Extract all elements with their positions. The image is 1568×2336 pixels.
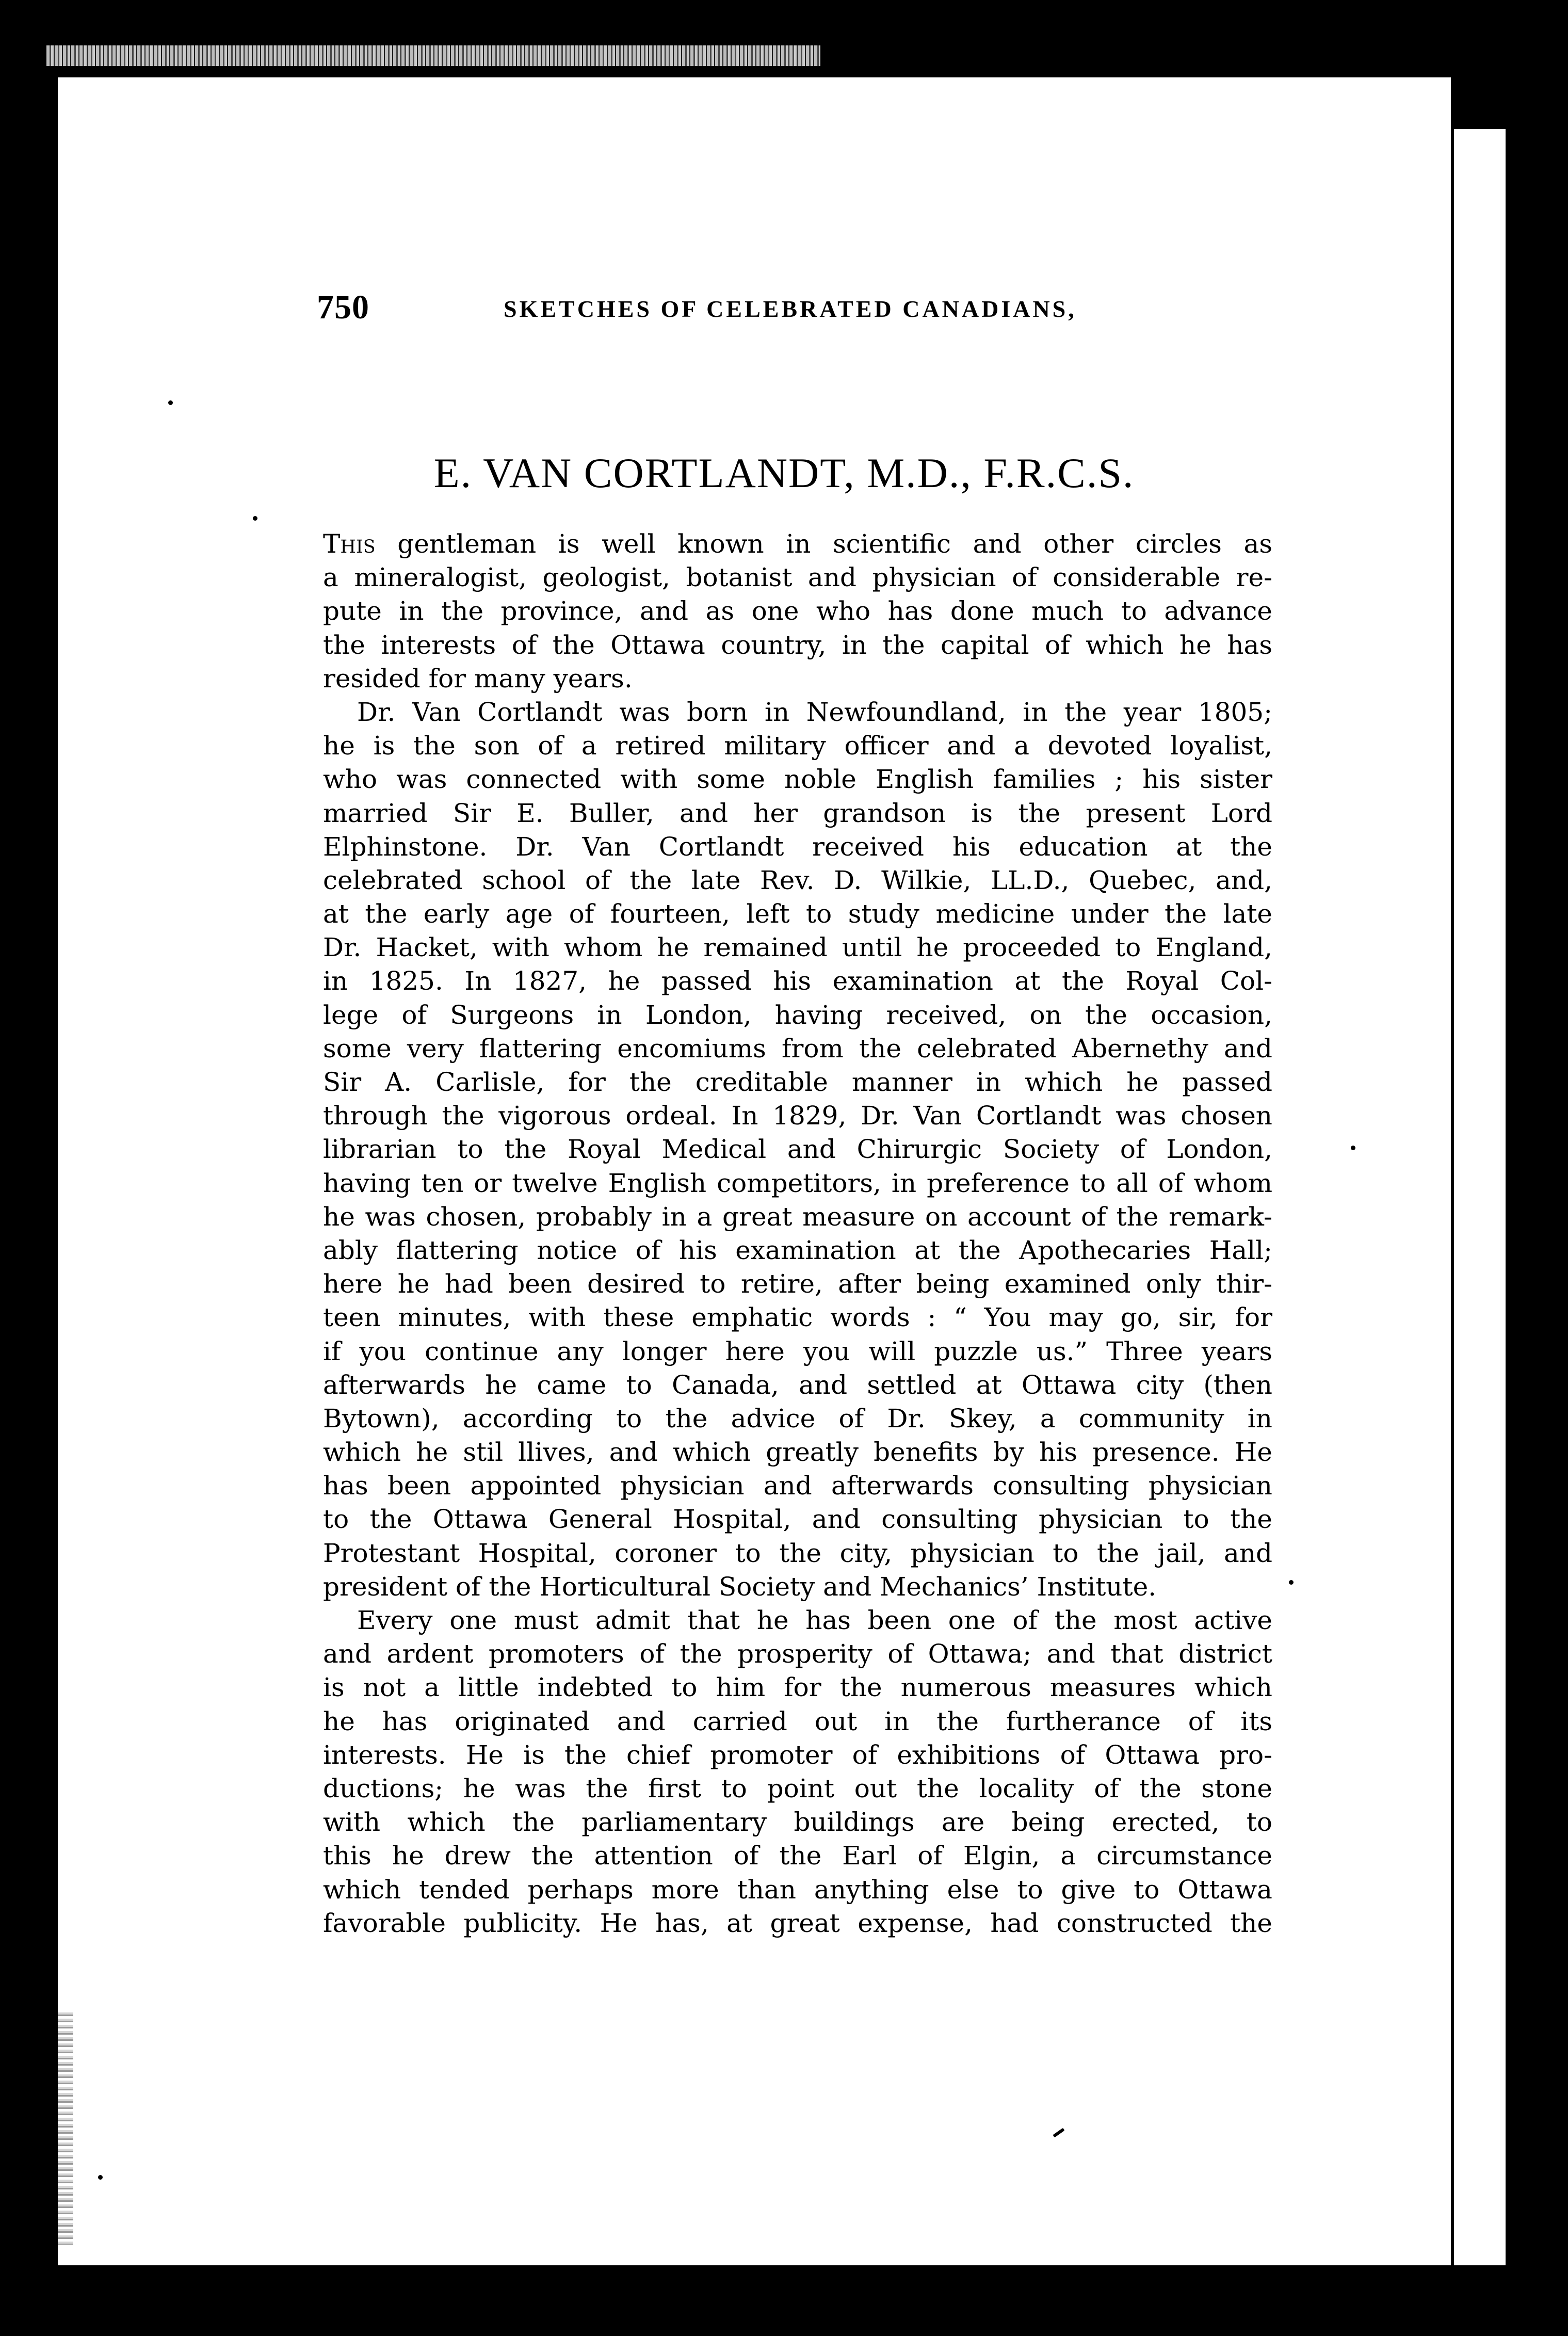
text-line: with which the parliamentary buildings are being erected, to [323,1807,1272,1838]
text-line: here he had been desired to retire, after being examined only thir- [323,1269,1272,1299]
binding-edge-noise [58,2012,73,2245]
text-line: interests. He is the chief promoter of exhibitions of Ottawa pro- [323,1739,1272,1770]
text-line: having ten or twelve English competitors, in preference to all of whom [323,1168,1272,1198]
text-line: librarian to the Royal Medical and Chirurgic Society of London, [323,1134,1272,1165]
text-line: he was chosen, probably in a great measure on account of the remark- [323,1201,1272,1232]
text-line: which he stil llives, and which greatly benefits by his presence. He [323,1437,1272,1468]
text-line: some very flattering encomiums from the celebrated Abernethy and [323,1033,1272,1064]
text-line: celebrated school of the late Rev. D. Wilkie, LL.D., Quebec, and, [323,865,1272,895]
text-line: Elphinstone. Dr. Van Cortlandt received his education at the [323,831,1272,862]
text-line: to the Ottawa General Hospital, and consulting physician to the [323,1504,1272,1535]
scan-speck [168,400,173,405]
text-line: has been appointed physician and afterwards consulting physician [323,1471,1272,1501]
text-line: in 1825. In 1827, he passed his examination at the Royal Col- [323,966,1272,996]
text-line: Sir A. Carlisle, for the creditable manner in which he passed [323,1067,1272,1097]
text-line: and ardent promoters of the prosperity of Ottawa; and that district [323,1639,1272,1669]
running-head: SKETCHES OF CELEBRATED CANADIANS, [504,296,1077,322]
text-line: pute in the province, and as one who has done much to advance [323,596,1272,626]
text-line: married Sir E. Buller, and her grandson is the present Lord [323,798,1272,828]
text-line: who was connected with some noble English families ; his sister [323,764,1272,795]
text-line: Protestant Hospital, coroner to the city, physician to the jail, and [323,1538,1272,1568]
text-line: through the vigorous ordeal. In 1829, Dr. Van Cortlandt was chosen [323,1101,1272,1131]
text-line: if you continue any longer here you will puzzle us.” Three years [323,1336,1272,1366]
text-line: at the early age of fourteen, left to study medicine under the late [323,899,1272,929]
page-number: 750 [317,288,369,326]
text-line: teen minutes, with these emphatic words : “ You may go, sir, for [323,1302,1272,1333]
text-line: favorable publicity. He has, at great expense, had constructed the [323,1908,1272,1938]
text-line [323,527,1272,561]
scan-speck [98,2175,103,2180]
text-line-first-word: This [323,529,376,559]
article-title: E. VAN CORTLANDT, M.D., F.R.C.S. [433,449,1135,496]
text-line: Dr. Hacket, with whom he remained until he proceeded to England, [323,932,1272,963]
scan-edge-noise [46,45,820,66]
scan-speck [47,1651,54,1657]
text-line: lege of Surgeons in London, having received, on the occasion, [323,1000,1272,1030]
text-line: the interests of the Ottawa country, in the capital of which he has [323,630,1272,660]
text-line: Bytown), according to the advice of Dr. Skey, a community in [323,1403,1272,1433]
text-line: ductions; he was the first to point out the locality of the stone [323,1773,1272,1803]
text-line: a mineralogist, geologist, botanist and physician of considerable re- [323,562,1272,593]
text-line: afterwards he came to Canada, and settled at Ottawa city (then [323,1370,1272,1400]
text-line: resided for many years. [323,663,633,694]
page-header [317,288,1246,334]
scan-speck [1351,1146,1355,1150]
scan-speck [253,516,257,521]
text-line: Every one must admit that he has been one of the most active [357,1605,1272,1635]
text-line: Dr. Van Cortlandt was born in Newfoundland, in the year 1805; [357,697,1272,727]
text-line: president of the Horticultural Society and Mechanics’ Institute. [323,1571,1157,1602]
text-line: this he drew the attention of the Earl of Elgin, a circumstance [323,1841,1272,1871]
text-line: which tended perhaps more than anything else to give to Ottawa [323,1874,1272,1905]
text-line: he is the son of a retired military officer and a devoted loyalist, [323,731,1272,761]
text-line: ably flattering notice of his examination at the Apothecaries Hall; [323,1235,1272,1265]
text-line: he has originated and carried out in the furtherance of its [323,1706,1272,1736]
text-line-rest: gentleman is well known in scientific and other circles as [375,529,1272,559]
text-line: is not a little indebted to him for the numerous measures which [323,1672,1272,1703]
scan-speck [1289,1580,1294,1585]
article-body [323,527,1272,1940]
